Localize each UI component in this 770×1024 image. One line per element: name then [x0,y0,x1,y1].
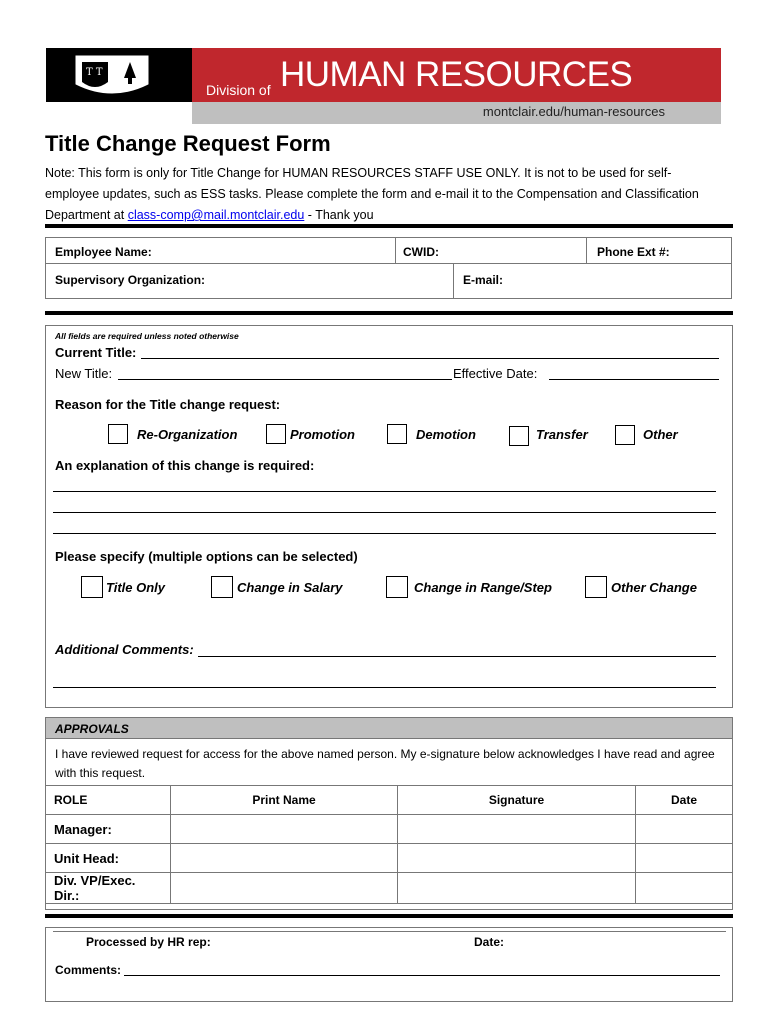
divider [586,237,587,264]
approvals-table [45,785,733,904]
title-only-label: Title Only [106,580,165,595]
manager-date[interactable] [636,815,733,844]
promotion-checkbox[interactable] [266,424,286,444]
hr-comments-label: Comments: [55,963,122,977]
approvals-statement: I have reviewed request for access for the above named person. My e-signature below acknowledges I have read and agree with this request. [55,747,715,780]
division-of-label: Division of [206,82,271,98]
title-only-checkbox[interactable] [81,576,103,598]
new-title-field[interactable] [118,379,452,380]
unit-head-print-name[interactable] [171,844,398,873]
manager-role: Manager: [46,815,171,844]
approvals-title: APPROVALS [55,722,129,736]
explanation-line-2[interactable] [53,512,716,513]
manager-print-name[interactable] [171,815,398,844]
note-email-link[interactable]: class-comp@mail.montclair.edu [127,208,305,222]
new-title-label: New Title: [55,366,113,381]
supervisory-org-label: Supervisory Organization: [55,273,206,287]
div-vp-print-name[interactable] [171,873,398,904]
additional-comments-line-2[interactable] [53,687,716,688]
change-in-salary-label: Change in Salary [237,580,343,595]
current-title-label: Current Title: [55,345,137,360]
explanation-line-1[interactable] [53,491,716,492]
cwid-label: CWID: [403,245,439,259]
change-in-range-step-label: Change in Range/Step [414,580,552,595]
unit-head-role: Unit Head: [46,844,171,873]
div-vp-date[interactable] [636,873,733,904]
additional-comments-label: Additional Comments: [55,642,194,657]
other-change-label: Other Change [611,580,697,595]
other-change-checkbox[interactable] [585,576,607,598]
divider [45,224,733,228]
effective-date-field[interactable] [549,379,719,380]
table-row [46,786,733,815]
transfer-label: Transfer [536,427,588,442]
divider [45,914,733,918]
demotion-label: Demotion [416,427,476,442]
date-header: Date [636,786,733,815]
demotion-checkbox[interactable] [387,424,407,444]
reason-label: Reason for the Title change request: [55,397,281,412]
form-note [45,163,725,226]
divider [395,237,396,264]
phone-ext-label: Phone Ext #: [597,245,670,259]
processed-by-label: Processed by HR rep: [86,935,211,949]
explanation-label: An explanation of this change is required: [55,458,315,473]
university-logo [46,48,192,102]
unit-head-date[interactable] [636,844,733,873]
role-header: ROLE [46,786,171,815]
current-title-field[interactable] [141,358,719,359]
employee-name-label: Employee Name: [55,245,152,259]
divider [45,263,732,264]
approvals-header [45,717,733,739]
department-name: HUMAN RESOURCES [280,55,633,94]
promotion-label: Promotion [290,427,355,442]
manager-signature[interactable] [398,815,636,844]
svg-text:T T: T T [86,67,103,78]
note-suffix: - Thank you [304,208,374,222]
div-vp-signature[interactable] [398,873,636,904]
hr-comments-field[interactable] [124,975,720,976]
required-note: All fields are required unless noted otherwise [55,331,239,341]
table-row [46,873,733,904]
page-title: Title Change Request Form [45,131,331,156]
transfer-checkbox[interactable] [509,426,529,446]
other-checkbox[interactable] [615,425,635,445]
reorganization-label: Re-Organization [137,427,238,442]
table-row [46,815,733,844]
divider [53,931,726,932]
signature-header: Signature [398,786,636,815]
divider [45,311,733,315]
table-row [46,844,733,873]
reorganization-checkbox[interactable] [108,424,128,444]
other-label: Other [643,427,678,442]
note-text: Note: This form is only for Title Change for HUMAN RESOURCES STAFF USE ONLY. It is not to be used for self-employee updates, such as ESS tasks. Please complete the form and e-mail it to the Compensation and Classification Department at [45,166,699,222]
change-in-range-step-checkbox[interactable] [386,576,408,598]
print-name-header: Print Name [171,786,398,815]
header-url[interactable]: montclair.edu/human-resources [482,104,665,119]
change-in-salary-checkbox[interactable] [211,576,233,598]
email-label: E-mail: [463,273,504,287]
specify-label: Please specify (multiple options can be selected) [55,549,358,564]
additional-comments-field[interactable] [198,656,716,657]
effective-date-label: Effective Date: [453,366,538,381]
div-vp-role: Div. VP/Exec. Dir.: [46,873,171,904]
divider [453,263,454,299]
unit-head-signature[interactable] [398,844,636,873]
hr-date-label: Date: [474,935,505,949]
explanation-line-3[interactable] [53,533,716,534]
